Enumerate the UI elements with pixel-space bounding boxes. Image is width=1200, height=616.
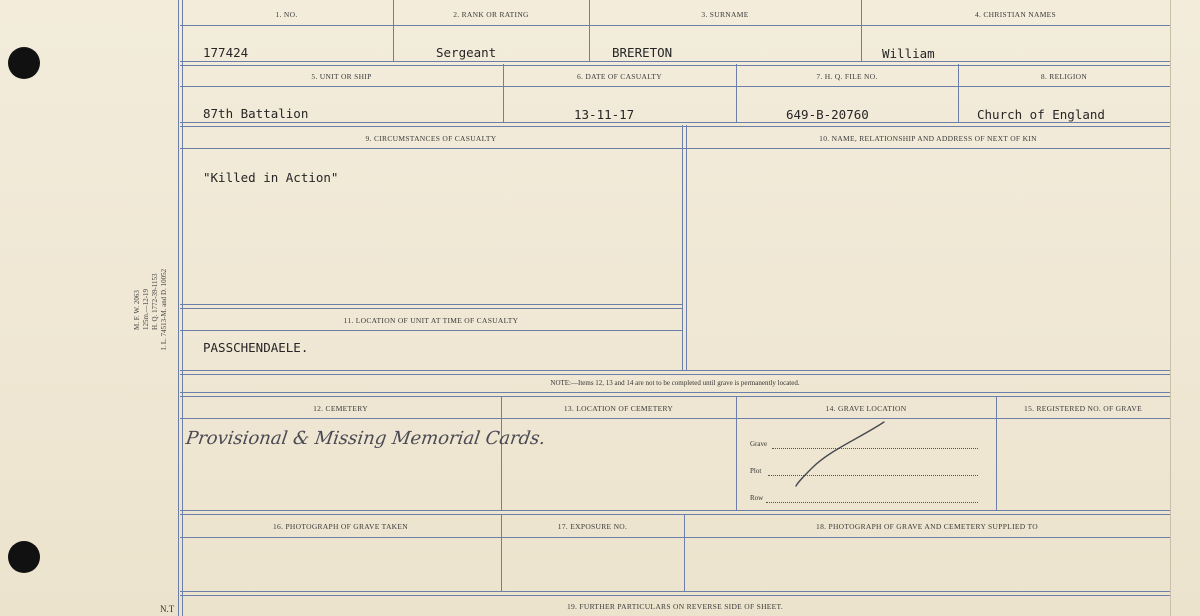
hq-file-value: 649-B-20760 xyxy=(786,107,869,122)
header-no: 1. NO. xyxy=(275,10,298,19)
row4-divider-1 xyxy=(501,396,502,511)
header-christian-names: 4. CHRISTIAN NAMES xyxy=(974,10,1057,19)
header-rank: 2. RANK OR RATING xyxy=(453,10,529,19)
header-location-of-unit: 11. LOCATION OF UNIT AT TIME OF CASUALTY xyxy=(343,316,519,325)
note-bottom-rule xyxy=(180,392,1170,397)
header-unit: 5. UNIT OR SHIP xyxy=(311,72,372,81)
row4-divider-3 xyxy=(996,396,997,511)
side-note-1: M. F. W. 2063 xyxy=(133,290,141,330)
right-border xyxy=(1170,0,1171,616)
header-date-of-casualty: 6. DATE OF CASUALTY xyxy=(576,72,662,81)
header-cemetery: 12. CEMETERY xyxy=(313,404,368,413)
header-surname: 3. SURNAME xyxy=(701,10,749,19)
row2-header-rule xyxy=(180,86,1170,87)
row-label: Row xyxy=(750,494,764,502)
row5-header-rule xyxy=(180,537,1170,538)
grave-label: Grave xyxy=(750,440,768,448)
header-photo-supplied-to: 18. PHOTOGRAPH OF GRAVE AND CEMETERY SUPPLIED TO xyxy=(816,522,1038,531)
plot-label: Plot xyxy=(750,467,762,475)
row-field-line xyxy=(766,502,978,503)
header-religion: 8. RELIGION xyxy=(1040,72,1088,81)
header-next-of-kin: 10. NAME, RELATIONSHIP AND ADDRESS OF NEXT OF KIN xyxy=(819,134,1037,143)
grave-location-pen-stroke xyxy=(790,416,890,488)
note-top-rule xyxy=(180,370,1170,375)
bottom-left-mark: N.T xyxy=(160,604,175,614)
header-exposure-no: 17. EXPOSURE NO. xyxy=(557,522,628,531)
header-photo-grave-taken: 16. PHOTOGRAPH OF GRAVE TAKEN xyxy=(273,522,408,531)
row2-bottom-rule xyxy=(180,122,1170,127)
row3-center-divider xyxy=(682,125,687,371)
header-location-of-cemetery: 13. LOCATION OF CEMETERY xyxy=(563,404,674,413)
service-number: 177424 xyxy=(203,45,249,60)
location-value: PASSCHENDAELE. xyxy=(203,340,309,355)
cemetery-handwritten: Provisional & Missing Memorial Cards. xyxy=(184,428,547,449)
unit-value: 87th Battalion xyxy=(203,106,309,121)
punch-hole-bottom xyxy=(8,541,40,573)
side-note-2: 125m.—12-19 xyxy=(142,288,150,330)
rank-value: Sergeant xyxy=(436,45,497,60)
row3-header-rule xyxy=(180,148,1170,149)
side-note-3: H. Q. 1772-39-1153 xyxy=(151,273,159,330)
row4-header-rule xyxy=(180,418,1170,419)
circumstances-value: "Killed in Action" xyxy=(203,170,339,185)
date-of-casualty-value: 13-11-17 xyxy=(574,107,635,122)
surname-value: BRERETON xyxy=(612,45,673,60)
religion-value: Church of England xyxy=(977,107,1105,122)
header-hq-file: 7. H. Q. FILE NO. xyxy=(816,72,878,81)
row1-header-rule xyxy=(180,25,1170,26)
row4-divider-2 xyxy=(736,396,737,511)
side-note-4: I. L. 74513-M. and D. 10052 xyxy=(160,268,168,350)
punch-hole-top xyxy=(8,47,40,79)
location-header-rule xyxy=(180,330,682,331)
header-circumstances: 9. CIRCUMSTANCES OF CASUALTY xyxy=(365,134,497,143)
christian-names-value: William xyxy=(882,46,935,61)
header-grave-location: 14. GRAVE LOCATION xyxy=(825,404,907,413)
row4-bottom-rule xyxy=(180,510,1170,515)
location-top-rule xyxy=(180,304,682,309)
footer-text: 19. FURTHER PARTICULARS ON REVERSE SIDE OF SHEET. xyxy=(566,602,784,611)
note-text: NOTE:—Items 12, 13 and 14 are not to be completed until grave is permanently located. xyxy=(550,379,800,387)
row1-bottom-rule xyxy=(180,61,1170,66)
header-registered-no: 15. REGISTERED NO. OF GRAVE xyxy=(1024,404,1142,413)
footer-top-rule xyxy=(180,591,1170,596)
